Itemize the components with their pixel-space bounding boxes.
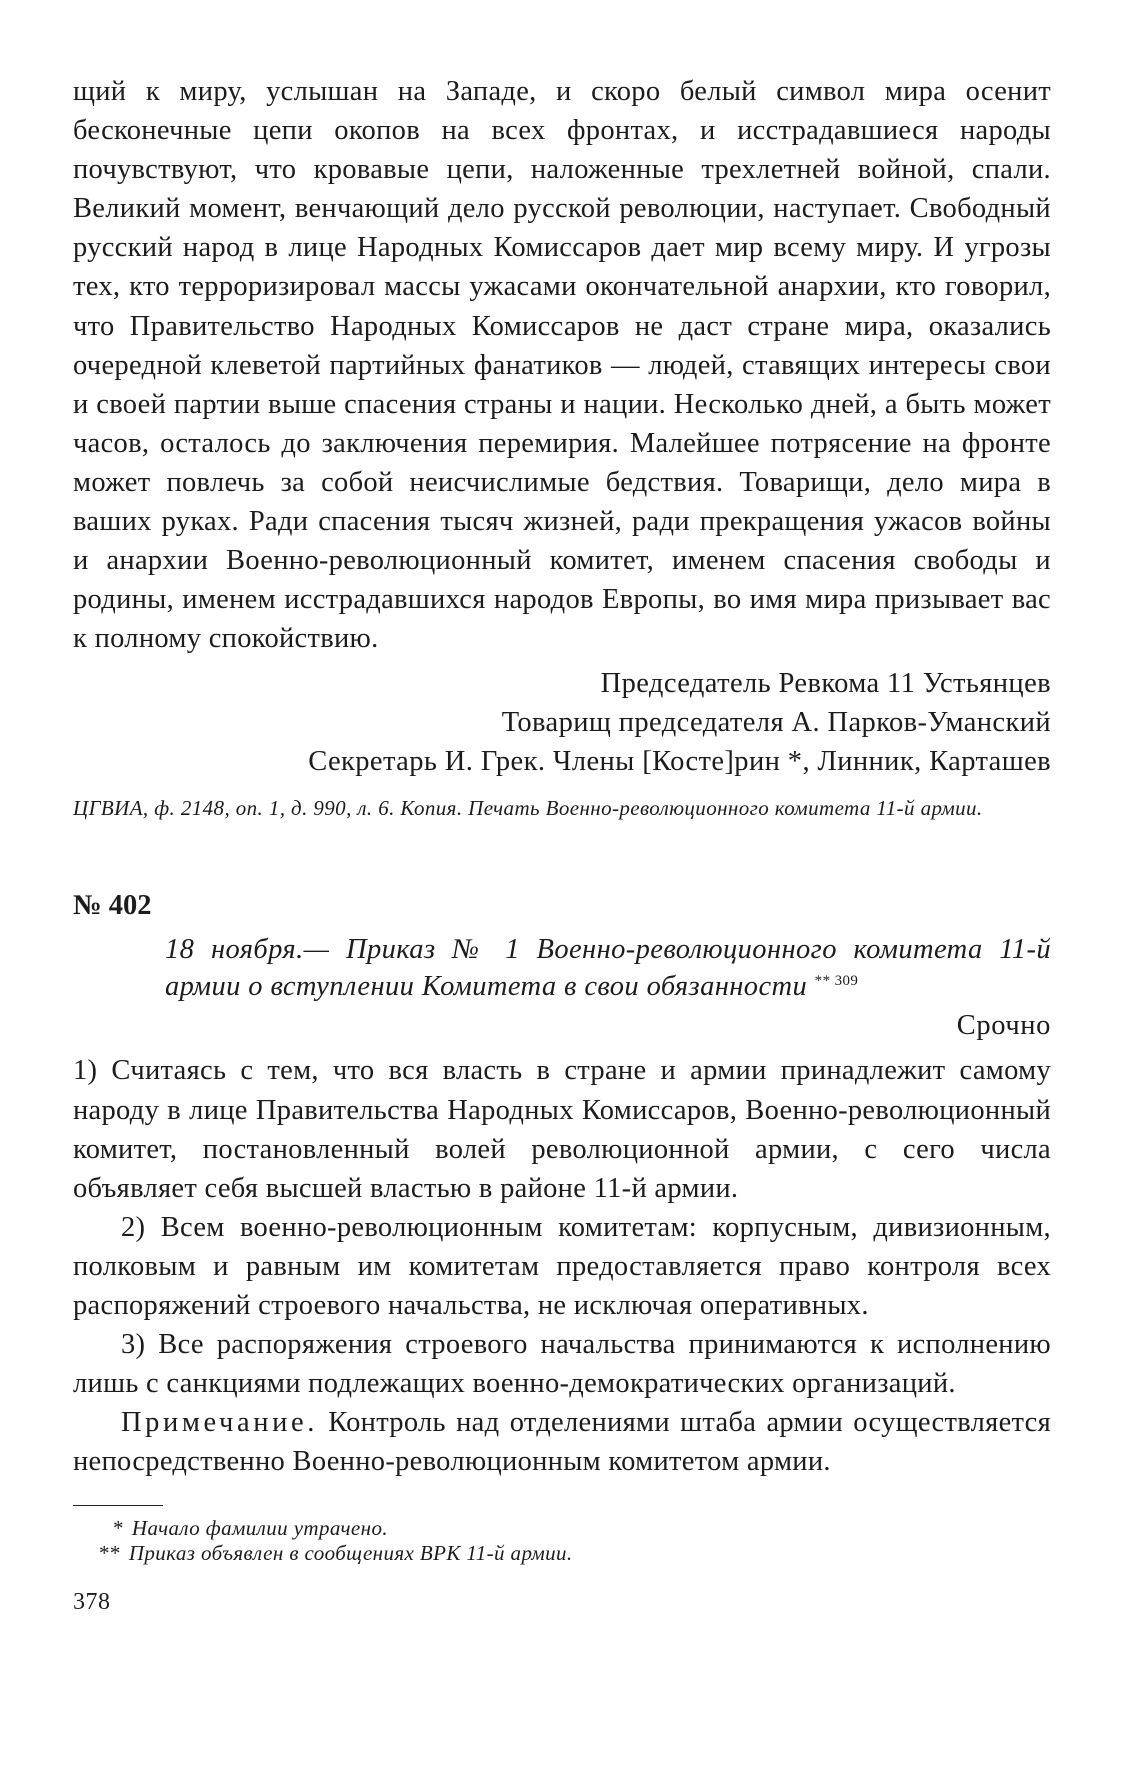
order-point-2: 2) Всем военно-революционным комитетам: корпусным, дивизионным, полковым и равным им комитетам предоставляется право контроля всех распоряжений строевого начальства, не исключая оперативных. bbox=[73, 1211, 1051, 1321]
page-number: 378 bbox=[73, 1589, 111, 1616]
footnote-divider bbox=[73, 1505, 163, 1506]
order-note bbox=[73, 1403, 1051, 1481]
document-number: № 402 bbox=[73, 890, 152, 922]
note-label: Примечание. bbox=[121, 1407, 318, 1439]
footnote-2-text: Приказ объявлен в сообщениях ВРК 11-й армии. bbox=[128, 1541, 573, 1566]
archive-reference: ЦГВИА, ф. 2148, оп. 1, д. 990, л. 6. Копия. Печать Военно-революционного комитета 11-й армии. bbox=[73, 796, 983, 821]
footnote-1 bbox=[113, 1516, 1051, 1541]
signature-deputy: Товарищ председателя А. Парков-Уманский bbox=[501, 707, 1051, 739]
document-heading bbox=[165, 932, 1051, 1005]
footnote-1-text: Начало фамилии утрачено. bbox=[131, 1516, 389, 1541]
urgency-label: Срочно bbox=[956, 1010, 1051, 1042]
order-point-3: 3) Все распоряжения строевого начальства принимаются к исполнению лишь с санкциями подлежащих военно-демократических организаций. bbox=[73, 1329, 1051, 1400]
order-point-1: 1) Считаясь с тем, что вся власть в стране и армии принадлежит самому народу в лице Правительства Народных Комиссаров, Военно-революционный комитет, постановленный волей революционной армии, с сего числа объявляет себя высшей властью в районе 11-й армии. bbox=[73, 1055, 1051, 1204]
book-page bbox=[73, 72, 1051, 1616]
note-text: Контроль над отделениями штаба армии осуществляется непосредственно Военно-революционным комитетом армии. bbox=[73, 1407, 1051, 1478]
footnote-1-mark: * bbox=[113, 1516, 124, 1541]
footnote-2-mark: ** bbox=[99, 1541, 121, 1566]
signature-chairman: Председатель Ревкома 11 Устьянцев bbox=[600, 668, 1051, 700]
footnote-2 bbox=[99, 1541, 1051, 1566]
document-heading-text: 18 ноября.— Приказ № 1 Военно-революционного комитета 11-й армии о вступлении Комитета в свои обязанности bbox=[165, 934, 1051, 1002]
heading-footnote-marks: ** 309 bbox=[814, 972, 859, 989]
signature-members: Секретарь И. Грек. Члены [Косте]рин *, Линник, Карташев bbox=[308, 746, 1051, 778]
continuation-paragraph: щий к миру, услышан на Западе, и скоро белый символ мира осенит бесконечные цепи окопов на всех фронтах, и исстрадавшиеся народы почувствуют, что кровавые цепи, наложенные трехлетней войной, спали. Великий момент, венчающий дело русской революции, наступает. Свободный русский народ в лице Народных Комиссаров дает мир всему миру. И угрозы тех, кто терроризировал массы ужасами окончательной анархии, кто говорил, что Правительство Народных Комиссаров не даст стране мира, оказались очередной клеветой партийных фанатиков — людей, ставящих интересы свои и своей партии выше спасения страны и нации. Несколько дней, а быть может часов, осталось до заключения перемирия. Малейшее потрясение на фронте может повлечь за собой неисчислимые бедствия. Товарищи, дело мира в ваших руках. Ради спасения тысяч жизней, ради прекращения ужасов войны и анархии Военно-революционный комитет, именем спасения свободы и родины, именем исстрадавшихся народов Европы, во имя мира призывает вас к полному спокойствию. bbox=[73, 76, 1051, 655]
